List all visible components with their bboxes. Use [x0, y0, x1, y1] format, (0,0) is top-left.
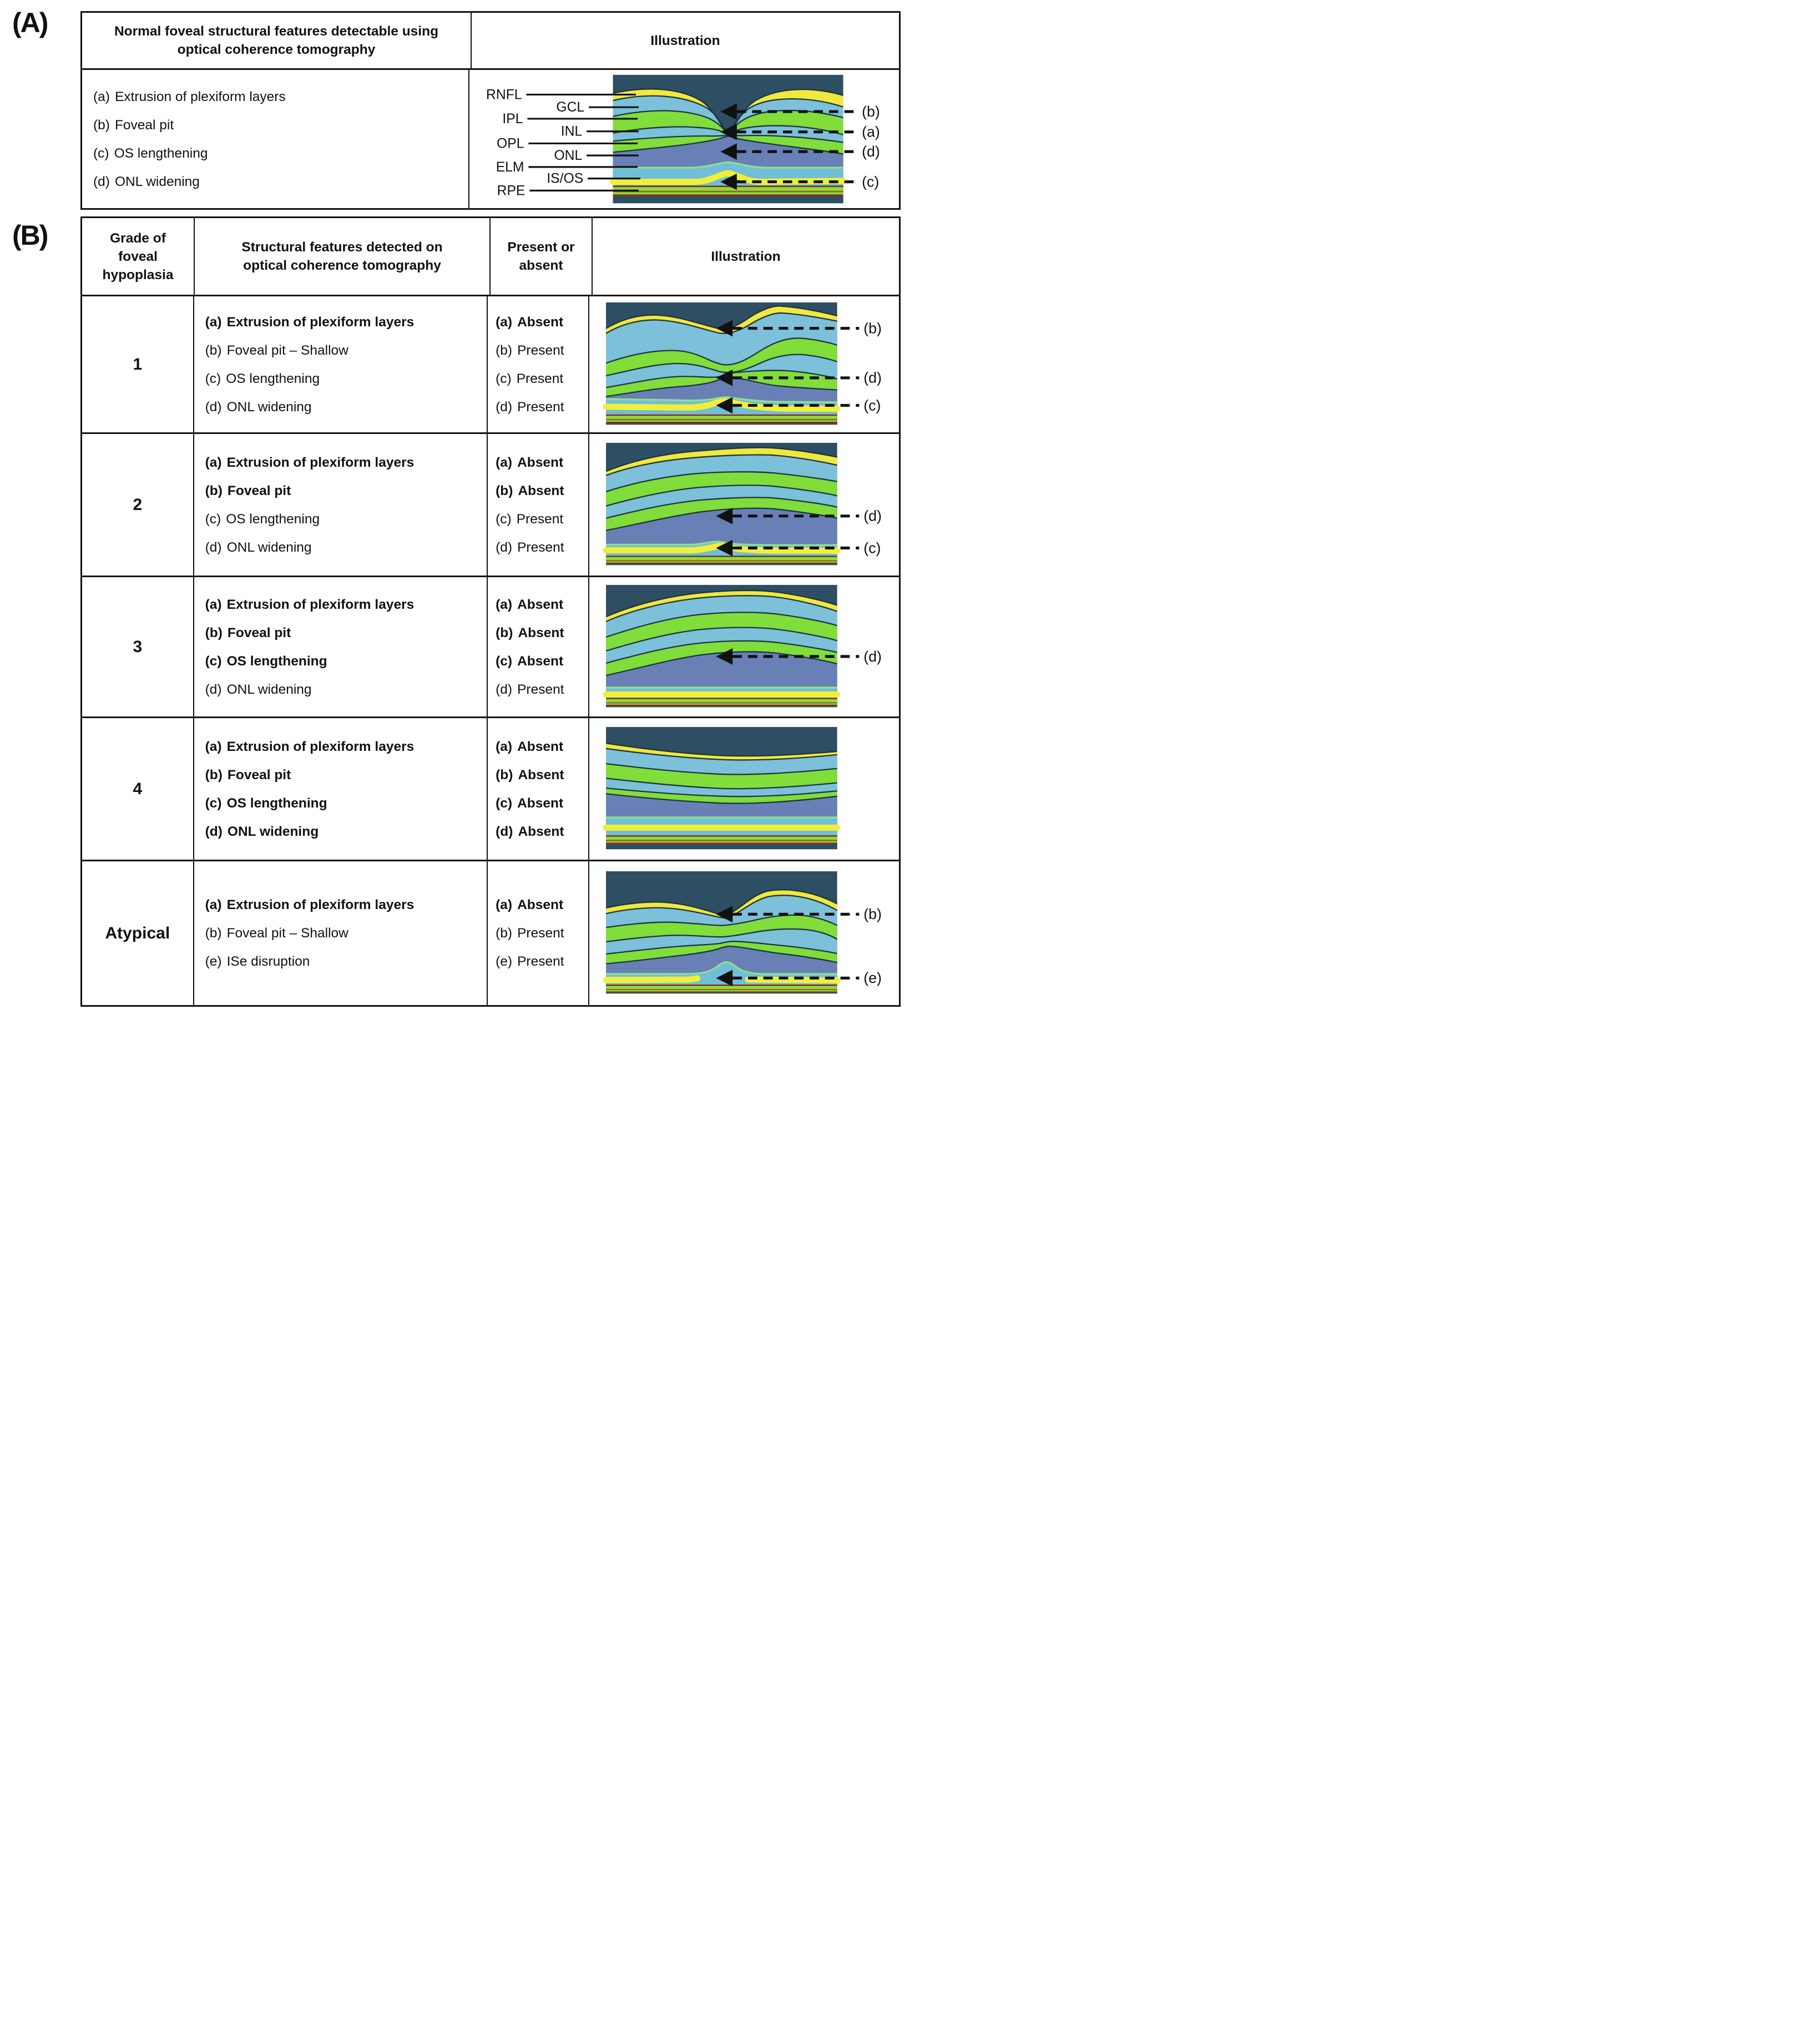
list-item: (b) Foveal pit [205, 767, 291, 783]
list-item: (c) OS lengthening [205, 795, 327, 811]
illustration-cell [588, 296, 899, 432]
arrow-label: (c) [863, 539, 881, 556]
status-cell [487, 296, 588, 432]
layer-label: IS/OS [547, 171, 584, 186]
layer-label: INL [560, 124, 583, 139]
list-item: (c) OS lengthening [205, 653, 327, 669]
arrow-label: (b) [863, 905, 882, 922]
status-item: (d) Present [496, 682, 564, 697]
list-item: (c) OS lengthening [93, 145, 208, 161]
figure-page [0, 0, 916, 1024]
status-item: (e) Present [496, 954, 564, 969]
illustration-cell [588, 718, 899, 860]
grade-3-oct-diagram [589, 580, 899, 714]
arrow-label: (d) [862, 143, 880, 160]
features-cell [193, 861, 487, 1005]
list-item: (a) Extrusion of plexiform layers [205, 455, 415, 470]
panel-a-header-features-text: Normal foveal structural features detectable using optical coherence tomography [114, 24, 439, 57]
atypical-row [82, 860, 899, 1005]
panel-a-header-row [82, 13, 899, 68]
status-item: (a) Absent [496, 897, 564, 912]
layer-label: ELM [496, 159, 524, 175]
status-item: (a) Absent [496, 314, 564, 330]
panel-a-table [80, 11, 901, 210]
header-illustration: Illustration [592, 218, 899, 295]
status-item: (d) Present [496, 539, 564, 555]
list-item: (b) Foveal pit [93, 117, 174, 133]
layer-label: IPL [502, 111, 523, 127]
arrow-label: (d) [863, 369, 882, 386]
list-item: (a) Extrusion of plexiform layers [205, 597, 415, 612]
status-item: (a) Absent [496, 597, 564, 612]
list-item: (b) Foveal pit – Shallow [205, 342, 348, 358]
arrow-label: (a) [862, 123, 880, 140]
panel-b-label: (B) [12, 220, 48, 251]
panel-a-header-illustration-text: Illustration [650, 33, 720, 48]
header-status: Present or absent [489, 218, 592, 295]
list-item: (d) ONL widening [205, 399, 312, 415]
list-item: (d) ONL widening [93, 174, 200, 189]
header-features: Structural features detected on optical coherence tomography [194, 218, 489, 295]
list-item: (a) Extrusion of plexiform layers [205, 314, 415, 330]
panel-b-table [80, 216, 901, 1007]
status-item: (b) Absent [496, 625, 564, 640]
normal-fovea-oct-diagram [469, 70, 899, 208]
arrow-label: (d) [863, 648, 882, 665]
status-item: (b) Present [496, 342, 564, 358]
status-cell [487, 718, 588, 860]
list-item: (e) ISe disruption [205, 954, 310, 969]
atypical-oct-diagram [589, 866, 899, 1001]
status-item: (b) Absent [496, 483, 564, 498]
arrow-label: (d) [863, 507, 882, 524]
grade-4-row [82, 716, 899, 860]
status-cell [487, 577, 588, 716]
grade-1-oct-diagram [589, 297, 899, 432]
panel-a-feature-list [82, 70, 468, 208]
list-item: (c) OS lengthening [205, 511, 320, 527]
status-item: (d) Absent [496, 824, 564, 839]
layer-label: RNFL [486, 87, 522, 103]
features-cell [193, 577, 487, 716]
layer-label: OPL [497, 136, 524, 152]
status-item: (a) Absent [496, 455, 564, 470]
status-item: (b) Absent [496, 767, 564, 783]
arrow-label: (c) [863, 396, 881, 413]
status-item: (a) Absent [496, 739, 564, 754]
features-cell [193, 434, 487, 576]
status-cell [487, 434, 588, 576]
features-cell [193, 718, 487, 860]
arrow-label: (b) [863, 319, 882, 336]
list-item: (a) Extrusion of plexiform layers [93, 89, 286, 104]
status-item: (c) Absent [496, 653, 564, 669]
panel-a-header-features [82, 13, 471, 68]
grade-4-oct-diagram [589, 722, 899, 856]
layer-label: GCL [556, 100, 585, 115]
grade-2-row [82, 432, 899, 576]
panel-a-label: (A) [12, 7, 48, 38]
panel-a-illustration-cell [468, 70, 899, 208]
grade-2-oct-diagram [589, 438, 899, 572]
arrow-label: (b) [862, 103, 880, 120]
panel-b-header-row [82, 218, 899, 295]
list-item: (a) Extrusion of plexiform layers [205, 739, 415, 754]
grade-cell: Atypical [105, 923, 170, 942]
panel-a-body-row [82, 68, 899, 208]
arrow-label: (c) [862, 173, 880, 190]
illustration-cell [588, 861, 899, 1005]
panel-a-header-illustration [471, 13, 899, 68]
list-item: (c) OS lengthening [205, 371, 320, 386]
status-cell [487, 861, 588, 1005]
status-item: (b) Present [496, 926, 564, 941]
grade-cell: 3 [133, 637, 143, 656]
features-cell [193, 296, 487, 432]
layer-label: ONL [554, 148, 583, 164]
list-item: (a) Extrusion of plexiform layers [205, 897, 415, 912]
grade-1-row [82, 295, 899, 432]
list-item: (b) Foveal pit [205, 483, 291, 498]
grade-cell: 2 [133, 495, 143, 514]
grade-cell: 1 [133, 355, 143, 374]
list-item: (d) ONL widening [205, 682, 312, 697]
list-item: (b) Foveal pit [205, 625, 291, 640]
list-item: (d) ONL widening [205, 824, 319, 839]
status-item: (c) Absent [496, 795, 564, 811]
illustration-cell [588, 577, 899, 716]
grade-cell: 4 [133, 779, 143, 798]
illustration-cell [588, 434, 899, 576]
status-item: (c) Present [496, 371, 564, 386]
arrow-label: (e) [863, 969, 882, 986]
status-item: (c) Present [496, 511, 564, 527]
layer-label: RPE [497, 183, 525, 199]
grade-3-row [82, 576, 899, 716]
header-grade: Grade of foveal hypoplasia [102, 230, 174, 282]
list-item: (d) ONL widening [205, 539, 312, 555]
status-item: (d) Present [496, 399, 564, 415]
list-item: (b) Foveal pit – Shallow [205, 926, 348, 941]
